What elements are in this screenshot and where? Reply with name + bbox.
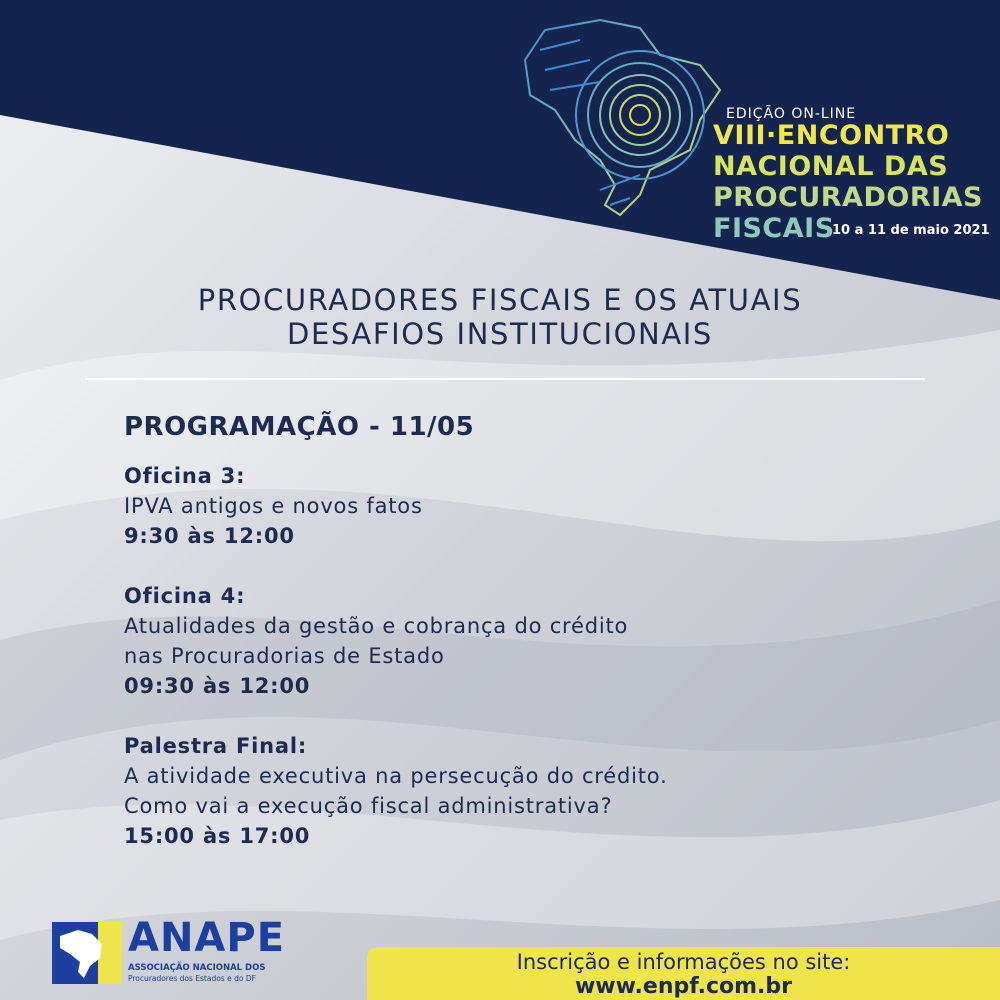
event-title-line3: PROCURADORIAS (713, 182, 984, 213)
program-heading: PROGRAMAÇÃO - 11/05 (124, 412, 475, 442)
event-title-line2: NACIONAL DAS (713, 151, 949, 182)
session-description: Atualidades da gestão e cobrança do crédito (124, 614, 629, 638)
session-description: nas Procuradorias de Estado (124, 644, 445, 668)
session-oficina-3 (124, 461, 423, 551)
session-description: IPVA antigos e novos fatos (124, 494, 423, 518)
event-title-line1: VIII·ENCONTRO (713, 120, 950, 151)
main-title-line2: DESAFIOS INSTITUCIONAIS (287, 317, 713, 351)
session-time: 9:30 às 12:00 (124, 524, 295, 548)
footer-url-link[interactable]: www.enpf.com.br (574, 974, 792, 999)
anape-logo-subtitle: ASSOCIAÇÃO NACIONAL DOS (128, 963, 266, 973)
event-dates: 10 a 11 de maio 2021 (832, 223, 990, 238)
session-palestra-final (124, 731, 668, 851)
anape-logo-name: ANAPE (128, 915, 286, 961)
session-name: Palestra Final: (124, 734, 308, 758)
session-name: Oficina 3: (124, 464, 246, 488)
main-title-line1: PROCURADORES FISCAIS E OS ATUAIS (197, 283, 803, 317)
main-title (0, 283, 1000, 351)
footer-info-text: Inscrição e informações no site: (516, 950, 851, 974)
edition-label: EDIÇÃO ON-LINE (726, 106, 857, 122)
event-title-line4: FISCAIS (713, 213, 835, 244)
anape-logo-icon (52, 922, 122, 984)
divider (85, 378, 925, 380)
session-description: Como vai a execução fiscal administrativa? (124, 794, 613, 818)
session-description: A atividade executiva na persecução do crédito. (124, 764, 668, 788)
anape-logo-subtitle2: Procuradores dos Estados e do DF (128, 974, 256, 983)
session-name: Oficina 4: (124, 584, 246, 608)
session-time: 15:00 às 17:00 (124, 824, 311, 848)
session-oficina-4 (124, 581, 628, 701)
session-time: 09:30 às 12:00 (124, 674, 311, 698)
